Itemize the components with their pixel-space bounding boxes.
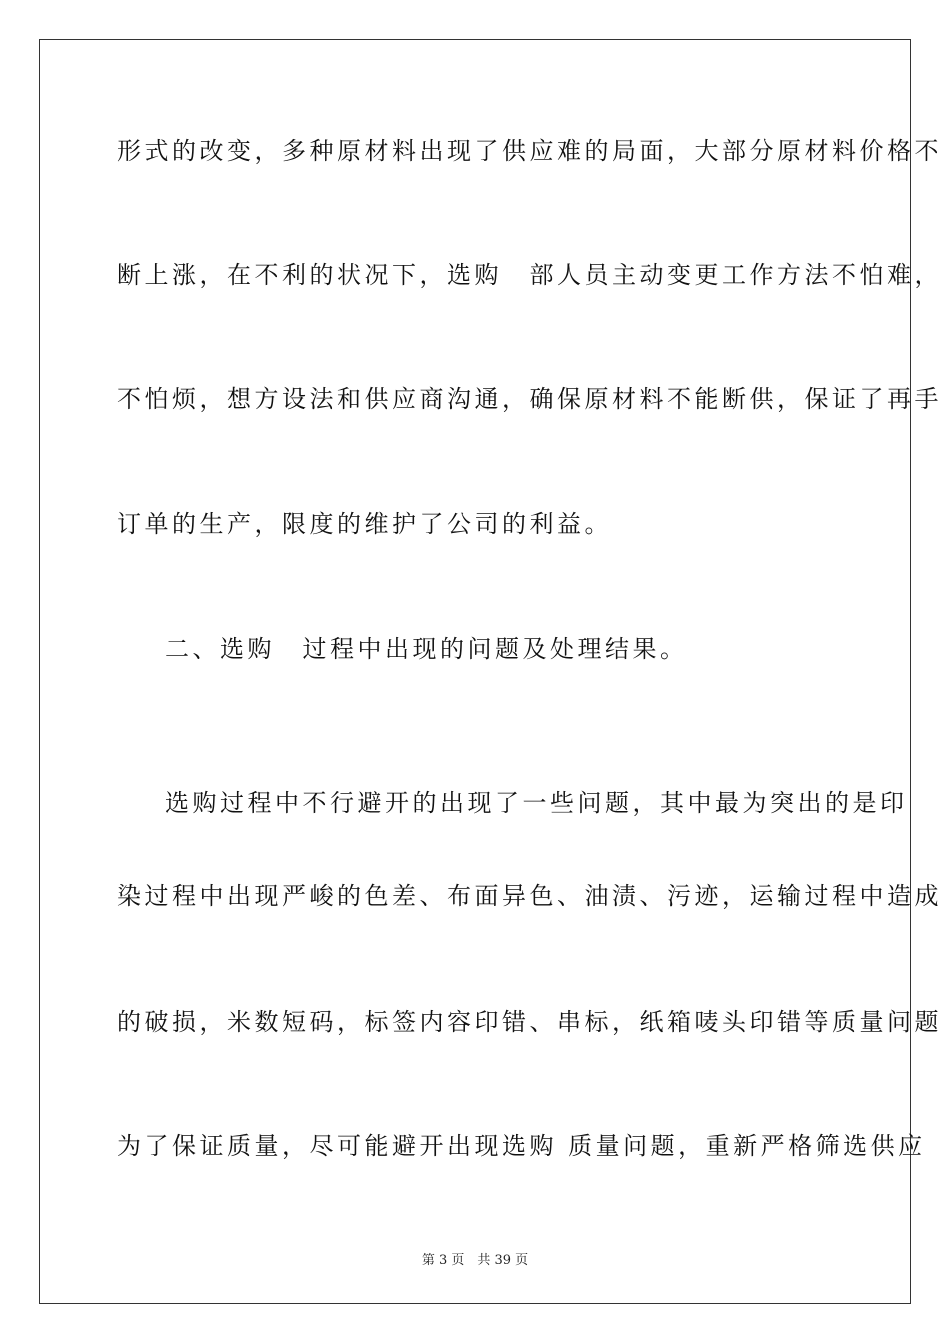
page-border (39, 39, 911, 1304)
paragraph-line-8: 的破损，米数短码，标签内容印错、串标，纸箱唛头印错等质量问题 (117, 1008, 942, 1036)
paragraph-line-7: 染过程中出现严峻的色差、布面异色、油渍、污迹，运输过程中造成 (117, 882, 942, 910)
paragraph-line-3: 不怕烦，想方设法和供应商沟通，确保原材料不能断供，保证了再手 (117, 385, 942, 413)
paragraph-line-4: 订单的生产，限度的维护了公司的利益。 (117, 510, 612, 538)
section-heading: 二、选购 过程中出现的问题及处理结果。 (165, 635, 688, 663)
page-number-footer: 第 3 页 共 39 页 (421, 1253, 529, 1268)
paragraph-line-2: 断上涨，在不利的状况下，选购 部人员主动变更工作方法不怕难， (117, 261, 942, 289)
paragraph-line-6: 选购过程中不行避开的出现了一些问题，其中最为突出的是印 (165, 789, 908, 817)
paragraph-line-1: 形式的改变，多种原材料出现了供应难的局面，大部分原材料价格不 (117, 137, 942, 165)
paragraph-line-9: 为了保证质量，尽可能避开出现选购 质量问题，重新严格筛选供应 (117, 1132, 926, 1160)
